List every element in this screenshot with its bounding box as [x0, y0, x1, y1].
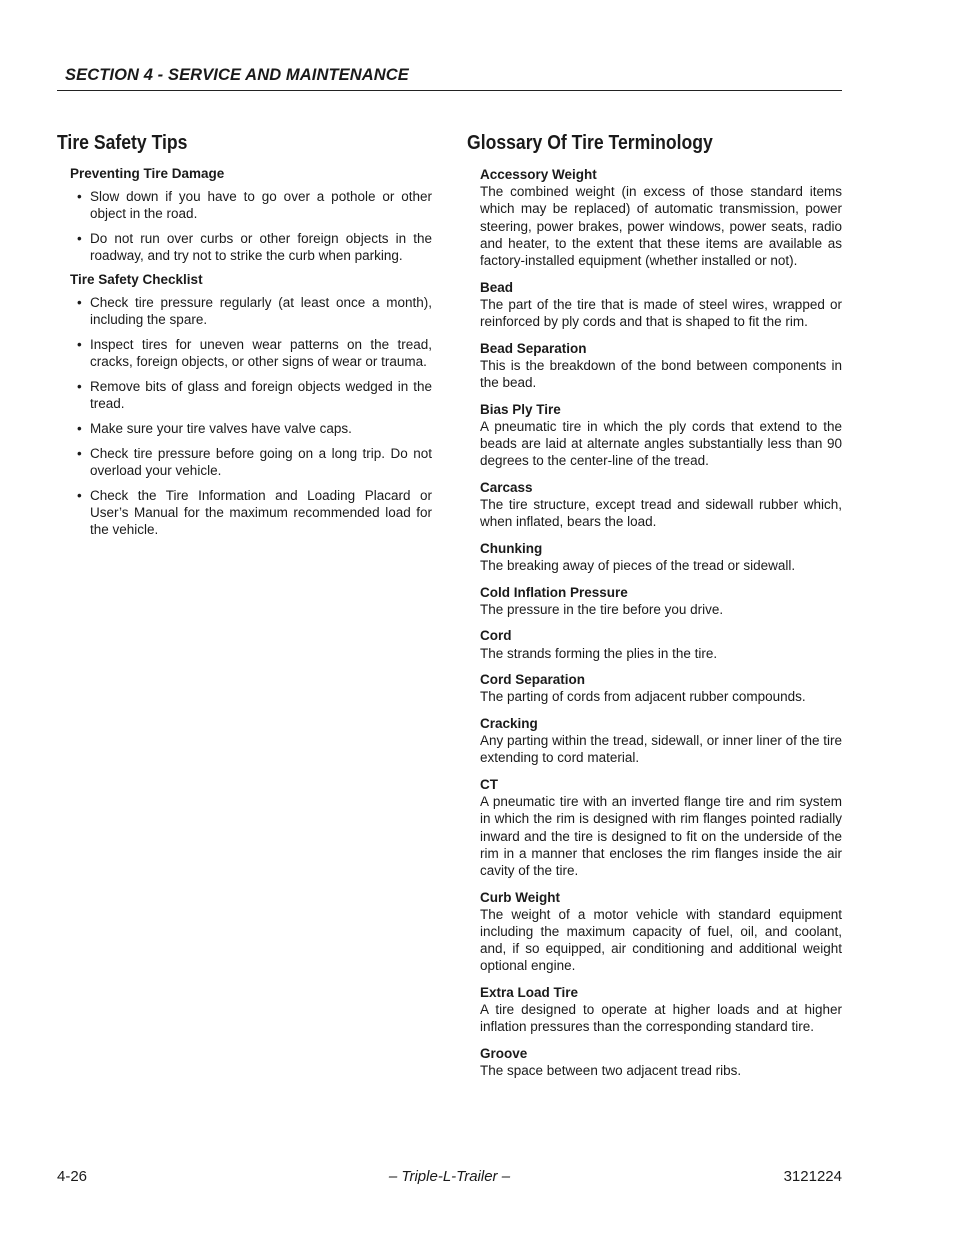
glossary-definition: A tire designed to operate at higher loads and at higher inflation pressures than the corresponding standard tire.	[480, 1002, 842, 1035]
glossary-definition: Any parting within the tread, sidewall, or inner liner of the tire extending to cord material.	[480, 733, 842, 766]
glossary-definition: The pressure in the tire before you drive.	[480, 601, 724, 617]
glossary-entry	[480, 671, 842, 705]
page-footer	[57, 1168, 842, 1188]
glossary-term: Accessory Weight	[480, 167, 597, 182]
tip-bullet: • Check the Tire Information and Loading Placard or User’s Manual for the maximum recommended load for the vehicle.	[77, 487, 432, 539]
glossary-term: Cord	[480, 628, 512, 644]
tips-subheading: Tire Safety Checklist	[70, 272, 203, 287]
glossary-entry	[480, 479, 842, 531]
glossary-entry	[480, 715, 842, 767]
page-number: 4-26	[57, 1168, 88, 1185]
tire-safety-tips-heading: Tire Safety Tips	[57, 132, 188, 154]
tip-bullet: • Do not run over curbs or other foreign objects in the roadway, and try not to strike the curb when parking.	[77, 230, 432, 264]
tip-bullet: • Check tire pressure regularly (at least once a month), including the spare.	[77, 294, 432, 328]
glossary-entry	[480, 401, 842, 470]
glossary-term: CT	[480, 777, 498, 792]
tips-sections	[57, 166, 432, 538]
glossary-column	[467, 132, 842, 1089]
tip-bullet: • Check tire pressure before going on a long trip. Do not overload your vehicle.	[77, 445, 432, 479]
tips-bullet-list	[57, 294, 432, 538]
glossary-entry	[480, 627, 842, 661]
tip-bullet: • Make sure your tire valves have valve caps.	[77, 420, 432, 437]
tire-safety-tips-column	[57, 132, 432, 546]
tips-subheading: Preventing Tire Damage	[70, 166, 225, 181]
tip-bullet: • Inspect tires for uneven wear patterns on the tread, cracks, foreign objects, or other signs of wear or trauma.	[77, 336, 432, 370]
glossary-entry	[480, 584, 842, 618]
glossary-definition: The breaking away of pieces of the tread or sidewall.	[480, 558, 796, 574]
section-title: SECTION 4 - SERVICE AND MAINTENANCE	[65, 66, 409, 84]
glossary-entry	[480, 776, 842, 879]
glossary-definition: The combined weight (in excess of those standard items which may be replaced) of automatic transmission, power steering, power brakes, power windows, power seats, radio and heater, to the extent that these items are available as factory-installed equipment (whether installed or not).	[480, 184, 842, 269]
tip-bullet: • Slow down if you have to go over a pothole or other object in the road.	[77, 188, 432, 222]
glossary-term: Cracking	[480, 716, 538, 731]
glossary-term: Bias Ply Tire	[480, 401, 561, 417]
glossary-term: Bead Separation	[480, 340, 587, 356]
tip-bullet: • Remove bits of glass and foreign objects wedged in the tread.	[77, 378, 432, 412]
glossary-list	[467, 166, 842, 1079]
glossary-entry	[480, 166, 842, 269]
glossary-term: Curb Weight	[480, 889, 560, 905]
glossary-entry	[480, 889, 842, 975]
page-header	[57, 64, 842, 91]
glossary-term: Groove	[480, 1046, 528, 1062]
glossary-term: Extra Load Tire	[480, 985, 579, 1001]
tips-bullet-list	[57, 188, 432, 264]
glossary-definition: The weight of a motor vehicle with standard equipment including the maximum capacity of fuel, oil, and coolant, and, if so equipped, air conditioning and additional weight optional engine.	[480, 906, 842, 974]
glossary-definition: This is the breakdown of the bond between components in the bead.	[480, 357, 842, 391]
glossary-heading: Glossary Of Tire Terminology	[467, 132, 713, 154]
glossary-definition: The space between two adjacent tread ribs.	[480, 1063, 742, 1079]
glossary-entry	[480, 279, 842, 331]
glossary-entry	[480, 540, 842, 574]
glossary-term: Cold Inflation Pressure	[480, 584, 628, 600]
glossary-definition: The part of the tire that is made of steel wires, wrapped or reinforced by ply cords and that is shaped to fit the rim.	[480, 296, 842, 330]
glossary-definition: A pneumatic tire in which the ply cords that extend to the beads are laid at alternate angles substantially less than 90 degrees to the center-line of the tread.	[480, 418, 842, 469]
glossary-entry	[480, 1045, 842, 1079]
document-title: – Triple-L-Trailer –	[388, 1168, 511, 1185]
glossary-definition: A pneumatic tire with an inverted flange tire and rim system in which the rim is designed with rim flanges pointed radially inward and the tire is designed to fit on the underside of the rim in a manner that encloses the rim flanges inside the air cavity of the tire.	[480, 794, 842, 879]
glossary-entry	[480, 984, 842, 1036]
glossary-term: Carcass	[480, 479, 533, 495]
document-number: 3121224	[783, 1168, 842, 1185]
glossary-definition: The strands forming the plies in the tire.	[480, 645, 718, 661]
glossary-definition: The parting of cords from adjacent rubber compounds.	[480, 689, 806, 705]
glossary-entry	[480, 340, 842, 392]
glossary-term: Bead	[480, 279, 514, 295]
glossary-definition: The tire structure, except tread and sidewall rubber which, when inflated, bears the load.	[480, 497, 842, 530]
glossary-term: Cord Separation	[480, 672, 586, 688]
glossary-term: Chunking	[480, 540, 543, 556]
